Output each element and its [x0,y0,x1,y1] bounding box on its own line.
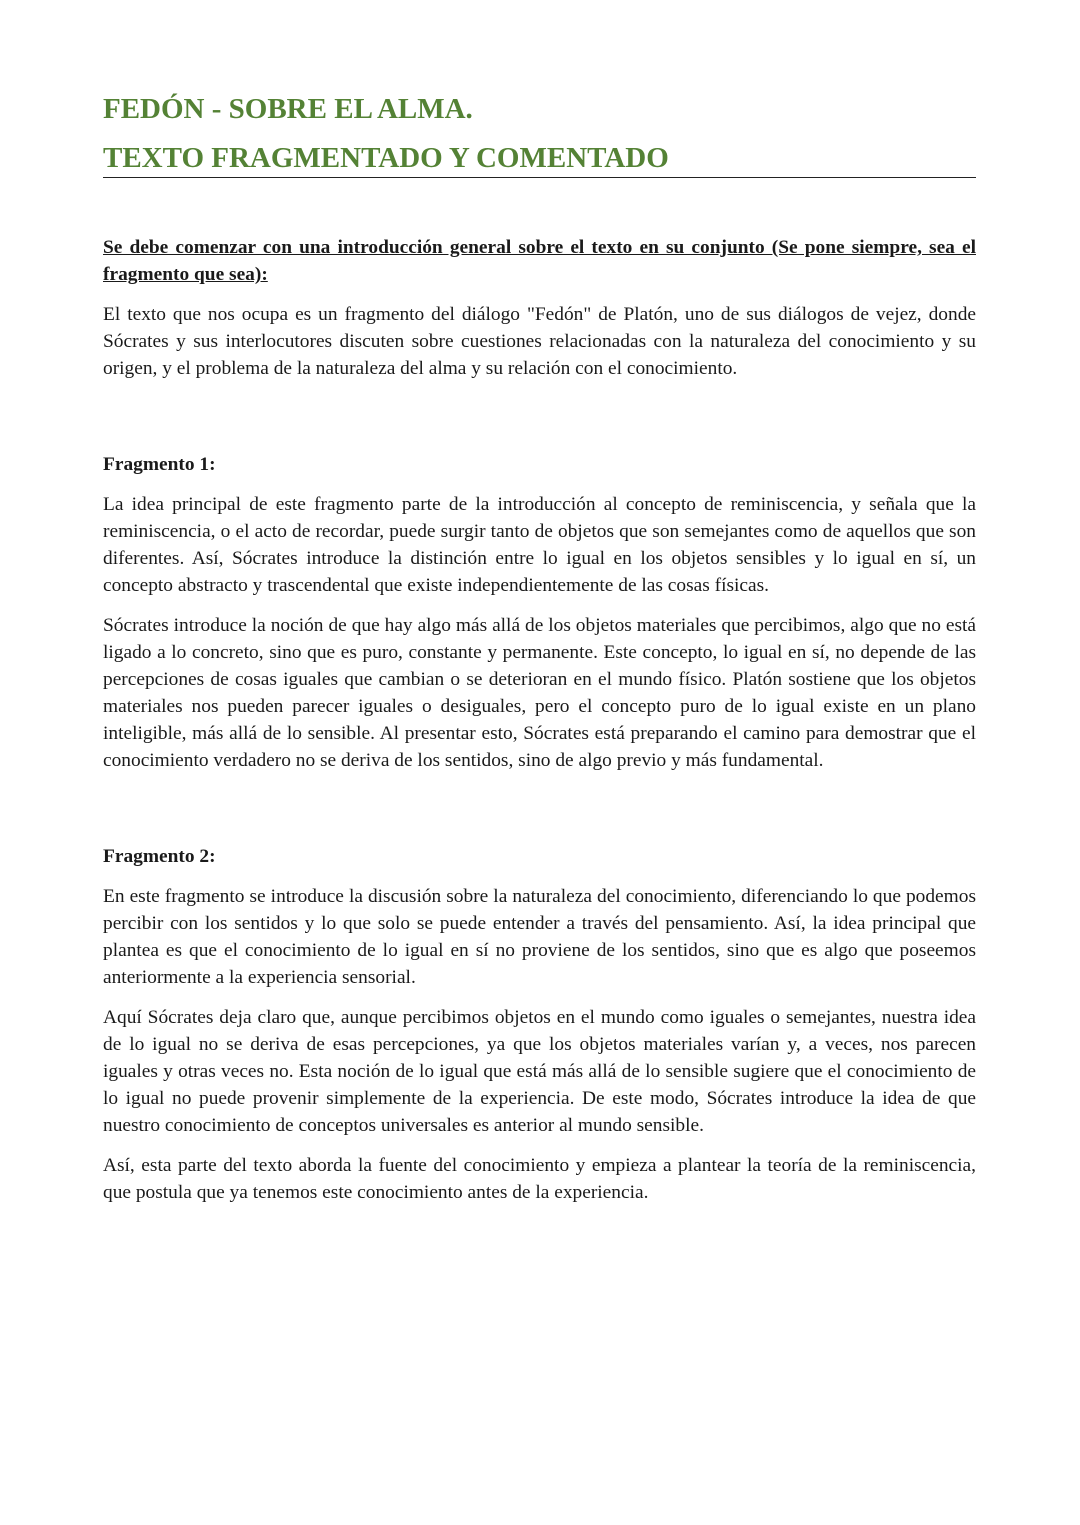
title-divider [103,177,976,178]
fragment-1-section [103,451,976,774]
document-subtitle: TEXTO FRAGMENTADO Y COMENTADO [103,142,669,174]
fragment-2-paragraph-1: En este fragmento se introduce la discusión sobre la naturaleza del conocimiento, diferenciando lo que podemos percibir con los sentidos y lo que solo se puede entender a través del pensamiento. Así, la idea principal que plantea es que el conocimiento de lo igual en sí no proviene de los sentidos, sino que es algo que poseemos anteriormente a la experiencia sensorial. [103,886,976,988]
intro-paragraph: El texto que nos ocupa es un fragmento del diálogo "Fedón" de Platón, uno de sus diálogos de vejez, donde Sócrates y sus interlocutores discuten sobre cuestiones relacionadas con la naturaleza del conocimiento y su origen, y el problema de la naturaleza del alma y su relación con el conocimiento. [103,304,976,379]
document-title: FEDÓN - SOBRE EL ALMA. [103,93,473,125]
intro-heading: Se debe comenzar con una introducción general sobre el texto en su conjunto (Se pone siempre, sea el fragmento que sea): [103,237,976,285]
fragment-1-paragraph-2: Sócrates introduce la noción de que hay algo más allá de los objetos materiales que percibimos, algo que no está ligado a lo concreto, sino que es puro, constante y permanente. Este concepto, lo igual en sí, no depende de las percepciones de cosas iguales que cambian o se deterioran en el mundo físico. Platón sostiene que los objetos materiales nos pueden parecer iguales o desiguales, pero el concepto puro de lo igual existe en un plano inteligible, más allá de lo sensible. Al presentar esto, Sócrates está preparando el camino para demostrar que el conocimiento verdadero no se deriva de los sentidos, sino de algo previo y más fundamental. [103,615,976,771]
fragment-2-paragraph-3: Así, esta parte del texto aborda la fuente del conocimiento y empieza a plantear la teoría de la reminiscencia, que postula que ya tenemos este conocimiento antes de la experiencia. [103,1155,976,1203]
document-body [103,234,976,1219]
section-spacer [103,787,976,843]
fragment-2-section [103,843,976,1206]
fragment-1-paragraph-1: La idea principal de este fragmento parte de la introducción al concepto de reminiscencia, y señala que la reminiscencia, o el acto de recordar, puede surgir tanto de objetos que son semejantes como de aquellos que son diferentes. Así, Sócrates introduce la distinción entre lo igual en los objetos sensibles y lo igual en sí, un concepto abstracto y trascendental que existe independientemente de las cosas físicas. [103,494,976,596]
section-spacer [103,395,976,451]
fragment-2-heading: Fragmento 2: [103,846,216,867]
fragment-2-paragraph-2: Aquí Sócrates deja claro que, aunque percibimos objetos en el mundo como iguales o semejantes, nuestra idea de lo igual no se deriva de esas percepciones, ya que los objetos materiales varían y, a veces, nos parecen iguales y otras veces no. Esta noción de lo igual que está más allá de lo sensible sugiere que el conocimiento de lo igual no puede provenir simplemente de la experiencia. De este modo, Sócrates introduce la idea de que nuestro conocimiento de conceptos universales es anterior al mundo sensible. [103,1007,976,1136]
fragment-1-heading: Fragmento 1: [103,454,216,475]
